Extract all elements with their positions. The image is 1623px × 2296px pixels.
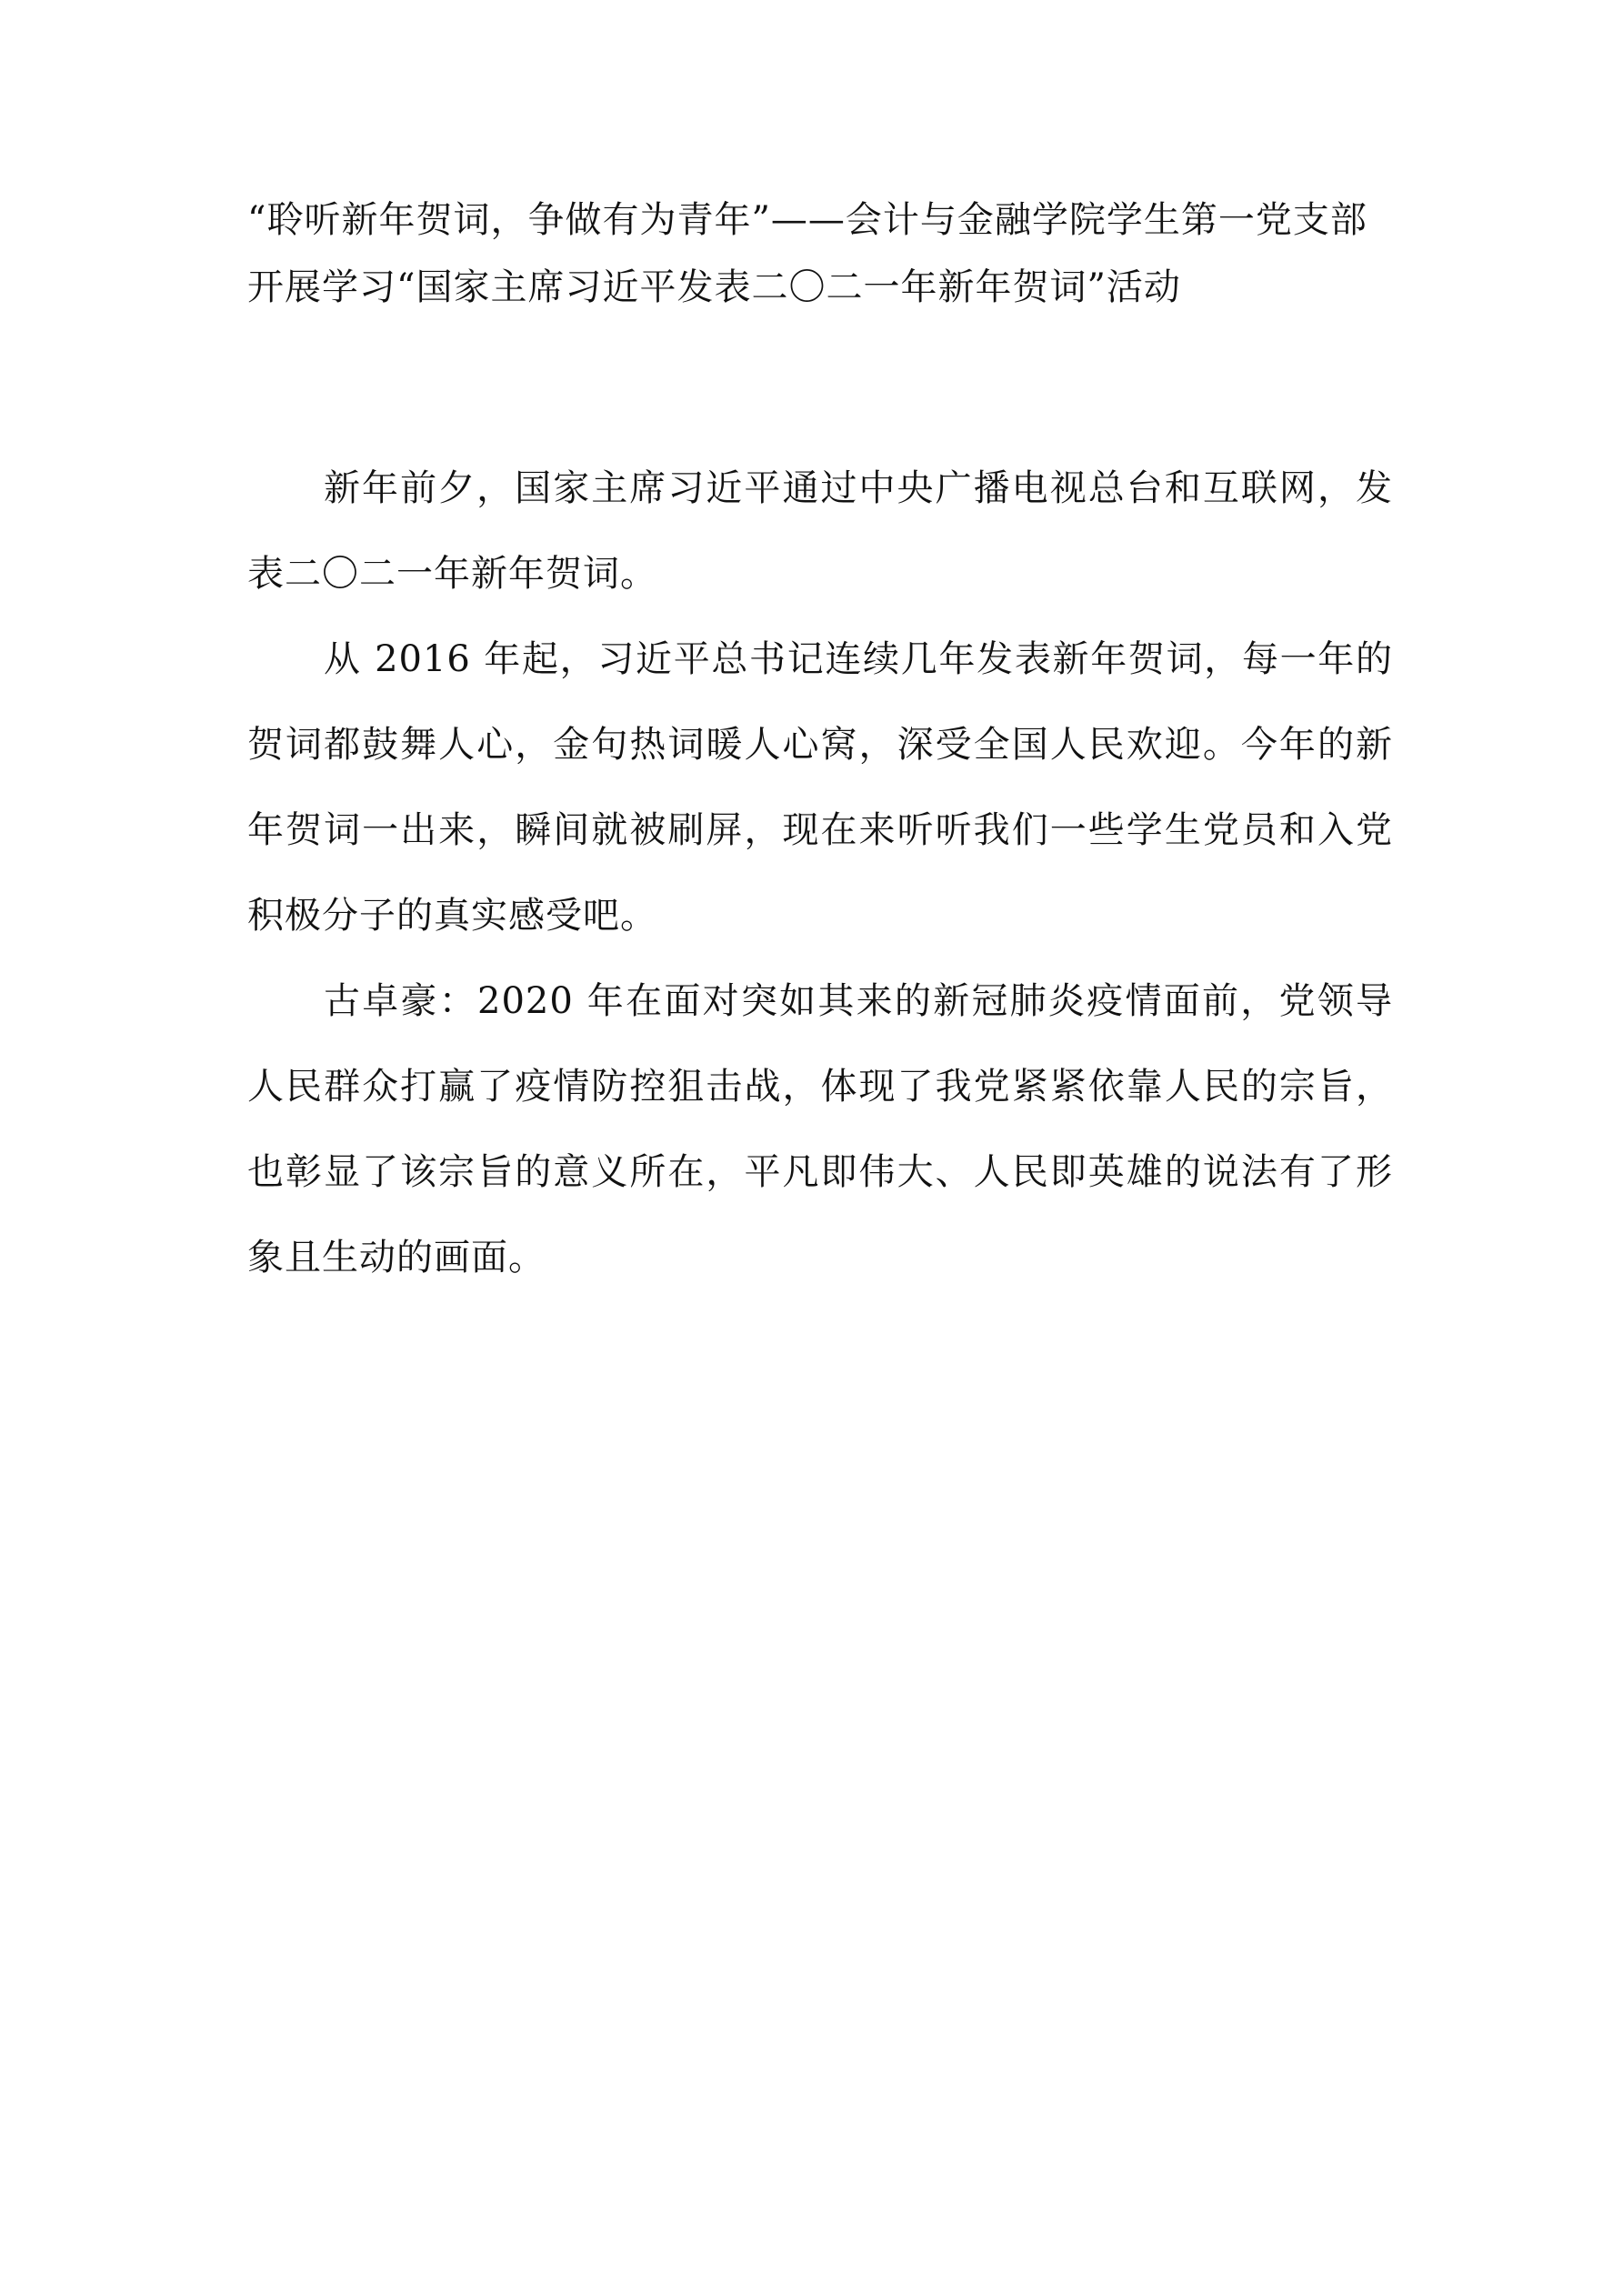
- paragraph-since-2016: 从 2016 年起，习近平总书记连续几年发表新年贺词，每一年的贺词都鼓舞人心，金句热词暖人心窝，深受全国人民欢迎。今年的新年贺词一出来，瞬间就被刷屏，现在来听听我们一些学生党员和入党积极分子的真实感受吧。: [247, 638, 1393, 937]
- document-body: [247, 446, 1393, 1300]
- paragraph-new-year-eve: 新年前夕，国家主席习近平通过中央广播电视总台和互联网，发表二〇二一年新年贺词。: [247, 467, 1393, 595]
- paragraph-gu-zhuohao: 古卓豪：2020 年在面对突如其来的新冠肺炎疫情面前，党领导人民群众打赢了疫情防控狙击战，体现了我党紧紧依靠人民的宗旨，也彰显了该宗旨的意义所在，平凡即伟大、人民即英雄的说法有了形象且生动的画面。: [247, 980, 1393, 1278]
- document-title: “聆听新年贺词，争做有为青年”——会计与金融学院学生第一党支部开展学习“国家主席习近平发表二〇二一年新年贺词”活动: [247, 199, 1368, 308]
